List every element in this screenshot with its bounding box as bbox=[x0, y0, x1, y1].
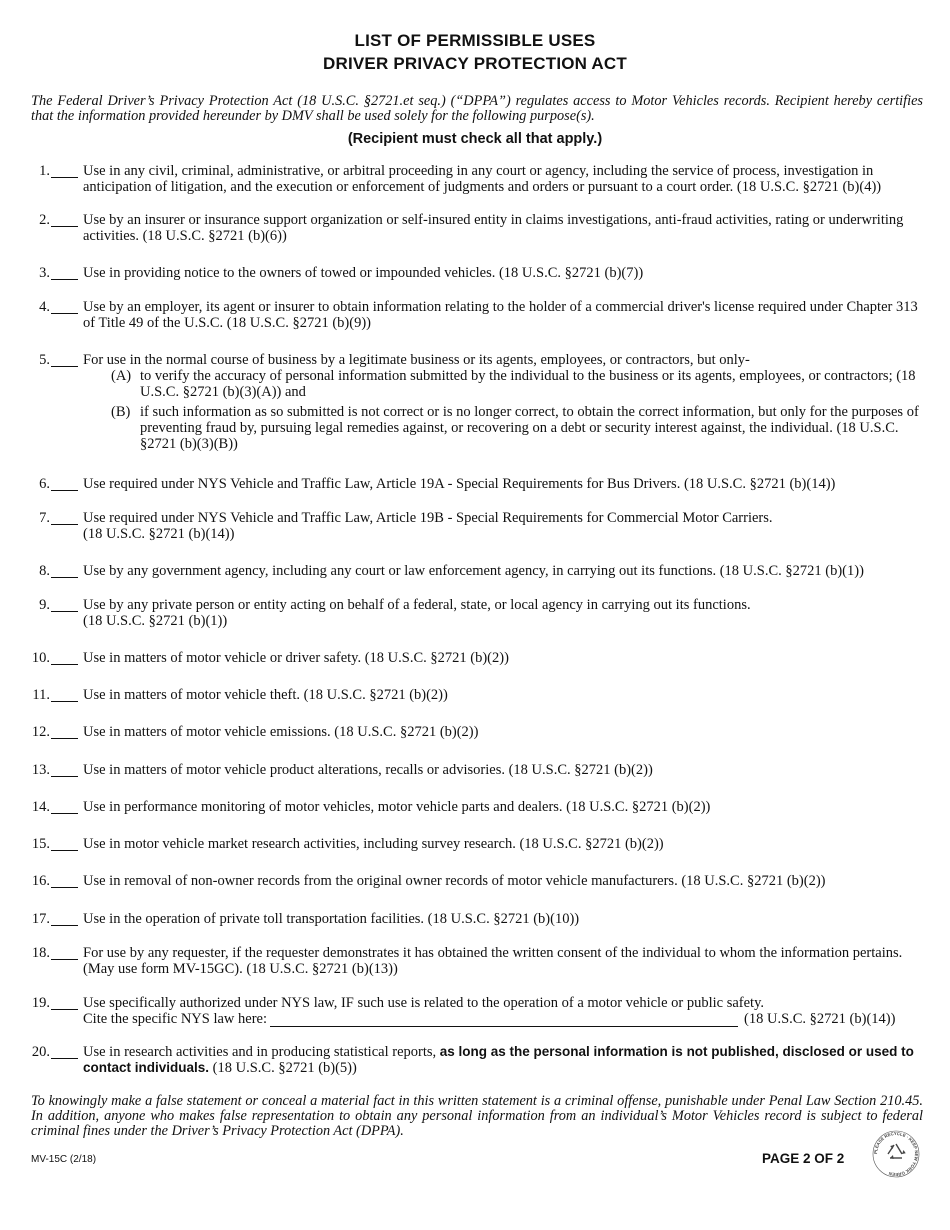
form-title: LIST OF PERMISSIBLE USES bbox=[354, 31, 596, 50]
item-number: 15. bbox=[31, 836, 50, 852]
check-blank[interactable] bbox=[51, 299, 78, 314]
check-blank[interactable] bbox=[51, 1044, 78, 1059]
permissible-use-item bbox=[20, 510, 925, 542]
permissible-use-item bbox=[20, 650, 925, 666]
sub-item-label: (B) bbox=[111, 404, 131, 420]
sub-item-label: (A) bbox=[111, 368, 132, 384]
check-blank[interactable] bbox=[51, 265, 78, 280]
item-number: 2. bbox=[39, 212, 50, 228]
item-text: Use in motor vehicle market research activities, including survey research. (18 U.S.C. §2721 (b)(2)) bbox=[83, 836, 664, 852]
check-blank[interactable] bbox=[51, 762, 78, 777]
permissible-use-item bbox=[20, 212, 925, 244]
item-number: 4. bbox=[39, 299, 50, 315]
check-blank[interactable] bbox=[51, 911, 78, 926]
item-citation: (18 U.S.C. §2721 (b)(14)) bbox=[744, 1011, 896, 1027]
permissible-use-item bbox=[20, 299, 925, 331]
permissible-use-item bbox=[20, 724, 925, 740]
item-emphasis: as long as the personal information is not published, disclosed or used to contact individuals. bbox=[83, 1044, 914, 1075]
form-id: MV-15C (2/18) bbox=[31, 1154, 97, 1165]
item-number: 3. bbox=[39, 265, 50, 281]
item-text: Use in matters of motor vehicle product alterations, recalls or advisories. (18 U.S.C. §2721 (b)(2)) bbox=[83, 762, 653, 778]
nys-law-citation-field[interactable] bbox=[270, 1012, 738, 1027]
permissible-use-item bbox=[20, 265, 925, 281]
item-text: Use in matters of motor vehicle emissions. (18 U.S.C. §2721 (b)(2)) bbox=[83, 724, 479, 740]
item-number: 5. bbox=[39, 352, 50, 368]
permissible-use-item bbox=[20, 799, 925, 815]
item-text: Use in the operation of private toll transportation facilities. (18 U.S.C. §2721 (b)(10)) bbox=[83, 911, 580, 927]
permissible-use-item bbox=[20, 995, 925, 1027]
item-number: 6. bbox=[39, 476, 50, 492]
item-text: Use required under NYS Vehicle and Traffic Law, Article 19A - Special Requirements for Bus Drivers. (18 U.S.C. §2721 (b)(14)) bbox=[83, 476, 836, 492]
sub-item-text: to verify the accuracy of personal information submitted by the individual to the business or its agents, employees, or contractors; (18 U.S.C. §2721 (b)(3)(A)) and bbox=[140, 368, 916, 400]
check-blank[interactable] bbox=[51, 799, 78, 814]
sub-item-b bbox=[111, 404, 925, 452]
item-text: Use by an employer, its agent or insurer to obtain information relating to the holder of a commercial driver's license required under Chapter 313 of Title 49 of the U.S.C. (18 U.S.C. §2721 (b)(9)) bbox=[83, 299, 918, 331]
item-number: 14. bbox=[31, 799, 50, 815]
permissible-use-item bbox=[20, 911, 925, 927]
item-text: Use in matters of motor vehicle theft. (18 U.S.C. §2721 (b)(2)) bbox=[83, 687, 448, 703]
item-text: Use specifically authorized under NYS law, IF such use is related to the operation of a motor vehicle or public safety. bbox=[83, 995, 765, 1011]
check-blank[interactable] bbox=[51, 597, 78, 612]
permissible-use-item bbox=[20, 563, 925, 579]
item-number: 1. bbox=[39, 163, 50, 179]
item-number: 17. bbox=[31, 911, 50, 927]
item-text: Use by an insurer or insurance support organization or self-insured entity in claims investigations, anti-fraud activities, rating or underwriting activities. (18 U.S.C. §2721 (b)(6)) bbox=[83, 212, 904, 244]
permissible-use-item bbox=[20, 163, 925, 195]
check-blank[interactable] bbox=[51, 212, 78, 227]
instruction: (Recipient must check all that apply.) bbox=[347, 131, 603, 147]
item-number: 18. bbox=[31, 945, 50, 961]
check-blank[interactable] bbox=[51, 352, 78, 367]
item-text: Use by any private person or entity acting on behalf of a federal, state, or local agency in carrying out its functions. bbox=[83, 597, 751, 613]
item-text: Use in removal of non-owner records from the original owner records of motor vehicle manufacturers. (18 U.S.C. §2721 (b)(2)) bbox=[83, 873, 826, 889]
check-blank[interactable] bbox=[51, 650, 78, 665]
permissible-use-item bbox=[20, 1044, 925, 1076]
permissible-use-item bbox=[20, 597, 925, 629]
permissible-use-item bbox=[20, 945, 925, 977]
check-blank[interactable] bbox=[51, 687, 78, 702]
check-blank[interactable] bbox=[51, 873, 78, 888]
item-citation: (18 U.S.C. §2721 (b)(5)) bbox=[212, 1060, 357, 1076]
permissible-use-item bbox=[20, 687, 925, 703]
permissible-use-item bbox=[20, 836, 925, 852]
item-number: 16. bbox=[31, 873, 50, 889]
cite-label: Cite the specific NYS law here: bbox=[83, 1011, 268, 1027]
item-number: 11. bbox=[32, 687, 50, 703]
sub-item-text: if such information as so submitted is not correct or is no longer correct, to obtain the correct information, but only for the purposes of preventing fraud by, pursuing legal remedies against, or recovering on a debt or security interest against, the individual. (18 U.S.C. §2721 (b)(3)(B)) bbox=[140, 404, 919, 452]
sub-item-a bbox=[111, 368, 925, 400]
item-text: Use by any government agency, including any court or law enforcement agency, in carrying out its functions. (18 U.S.C. §2721 (b)(1)) bbox=[83, 563, 864, 579]
item-citation: (18 U.S.C. §2721 (b)(14)) bbox=[83, 526, 235, 542]
check-blank[interactable] bbox=[51, 563, 78, 578]
item-number: 10. bbox=[31, 650, 50, 666]
item-text: For use by any requester, if the requester demonstrates it has obtained the written consent of the individual to whom the information pertains. (May use form MV-15GC). (18 U.S.C. §2721 (b)(13)) bbox=[83, 945, 903, 977]
permissible-use-item bbox=[20, 873, 925, 889]
item-number: 7. bbox=[39, 510, 50, 526]
item-number: 9. bbox=[39, 597, 50, 613]
item-number: 8. bbox=[39, 563, 50, 579]
recycle-ring-text: PLEASE RECYCLE · KEEP NEW YORK GREEN bbox=[872, 1130, 920, 1178]
form-subtitle: DRIVER PRIVACY PROTECTION ACT bbox=[323, 54, 627, 73]
item-text: Use in matters of motor vehicle or driver safety. (18 U.S.C. §2721 (b)(2)) bbox=[83, 650, 509, 666]
item-number: 12. bbox=[31, 724, 50, 740]
permissible-use-item bbox=[20, 476, 925, 492]
recycle-logo-icon bbox=[872, 1130, 920, 1178]
page-number: PAGE 2 OF 2 bbox=[762, 1151, 845, 1166]
check-blank[interactable] bbox=[51, 163, 78, 178]
item-citation: (18 U.S.C. §2721 (b)(1)) bbox=[83, 613, 228, 629]
item-text: Use in any civil, criminal, administrative, or arbitral proceeding in any court or agency, including the service of process, investigation in anticipation of litigation, and the execution or enforcement of judgments and orders or pursuant to a court order. (18 U.S.C. §2721 (b)(4)) bbox=[83, 163, 882, 195]
item-text: Use in performance monitoring of motor vehicles, motor vehicle parts and dealers. (18 U.S.C. §2721 (b)(2)) bbox=[83, 799, 711, 815]
item-text: Use in research activities and in producing statistical reports, bbox=[83, 1044, 437, 1060]
permissible-use-item bbox=[20, 352, 925, 452]
item-text: For use in the normal course of business by a legitimate business or its agents, employees, or contractors, but only- bbox=[83, 352, 750, 368]
check-blank[interactable] bbox=[51, 510, 78, 525]
item-number: 19. bbox=[31, 995, 50, 1011]
check-blank[interactable] bbox=[51, 476, 78, 491]
item-text: Use required under NYS Vehicle and Traffic Law, Article 19B - Special Requirements for Commercial Motor Carriers. bbox=[83, 510, 773, 526]
item-number: 13. bbox=[31, 762, 50, 778]
permissible-use-item bbox=[20, 762, 925, 778]
check-blank[interactable] bbox=[51, 995, 78, 1010]
check-blank[interactable] bbox=[51, 724, 78, 739]
check-blank[interactable] bbox=[51, 836, 78, 851]
intro-paragraph: The Federal Driver’s Privacy Protection Act (18 U.S.C. §2721.et seq.) (“DPPA”) regulates access to Motor Vehicles records. Recipient hereby certifies that the information provided hereunder by DMV shall be used solely for the following purpose(s). bbox=[31, 93, 923, 124]
item-number: 20. bbox=[31, 1044, 50, 1060]
penalty-warning: To knowingly make a false statement or conceal a material fact in this written statement is a criminal offense, punishable under Penal Law Section 210.45. In addition, anyone who makes false representation to obtain any personal information from an individual’s Motor Vehicles record is subject to federal criminal fines under the Driver’s Privacy Protection Act (DPPA). bbox=[31, 1093, 923, 1139]
item-text: Use in providing notice to the owners of towed or impounded vehicles. (18 U.S.C. §2721 (b)(7)) bbox=[83, 265, 644, 281]
check-blank[interactable] bbox=[51, 945, 78, 960]
